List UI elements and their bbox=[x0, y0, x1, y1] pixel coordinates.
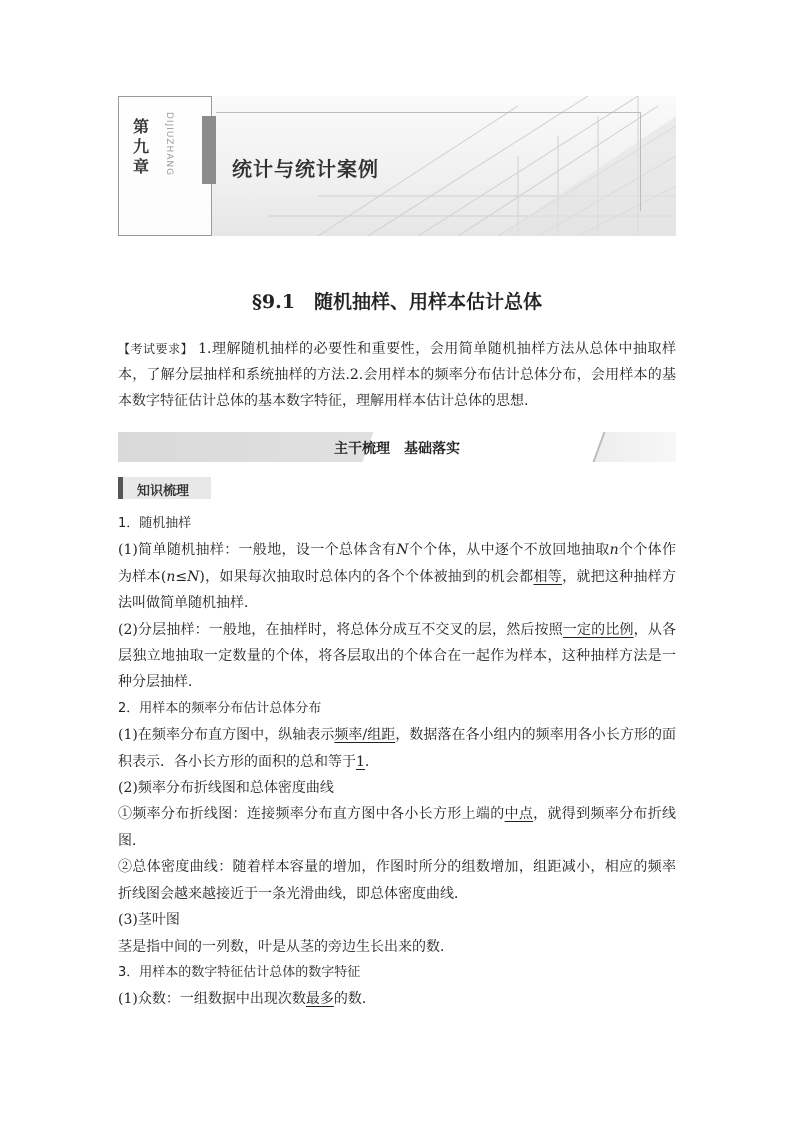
paragraph-mode: (1)众数：一组数据中出现次数最多的数． bbox=[118, 991, 376, 1008]
heading-random-sampling: 1．随机抽样 bbox=[118, 516, 192, 531]
knowledge-content bbox=[118, 511, 676, 1013]
heading-frequency-distribution: 2．用样本的频率分布估计总体分布 bbox=[118, 700, 322, 716]
paragraph-simple-random-sampling: (1)简单随机抽样：一般地，设一个总体含有N个个体，从中逐个不放回地抽取n个个体作为样本(n≤N)，如果每次抽取时总体内的各个个体被抽到的机会都相等，就把这种抽样方法叫做简单随机抽样． bbox=[118, 542, 677, 612]
chapter-banner bbox=[118, 96, 676, 256]
requirement-tag: 【考试要求】 bbox=[118, 342, 194, 356]
section-band bbox=[118, 432, 676, 462]
paragraph-polygon-heading: (2)频率分布折线图和总体密度曲线 bbox=[118, 780, 334, 797]
paragraph-density-curve: ②总体密度曲线：随着样本容量的增加，作图时所分的组数增加，组距减小，相应的频率折线图会越来越接近于一条光滑曲线，即总体密度曲线． bbox=[118, 859, 676, 902]
chapter-title: 统计与统计案例 bbox=[232, 157, 379, 181]
paragraph-histogram: (1)在频率分布直方图中，纵轴表示频率/组距，数据落在各小组内的频率用各小长方形的面积表示．各小长方形的面积的总和等于1. bbox=[118, 727, 676, 770]
paragraph-stem-leaf: 茎是指中间的一列数，叶是从茎的旁边生长出来的数． bbox=[118, 938, 454, 955]
band-title: 主干梳理 基础落实 bbox=[334, 441, 460, 457]
accent-bar bbox=[202, 116, 216, 184]
paragraph-frequency-polygon: ①频率分布折线图：连接频率分布直方图中各小长方形上端的中点，就得到频率分布折线图． bbox=[118, 806, 677, 849]
chapter-box bbox=[118, 96, 212, 236]
paragraph-stem-leaf-heading: (3)茎叶图 bbox=[118, 912, 180, 929]
paragraph-stratified-sampling: (2)分层抽样：一般地，在抽样时，将总体分成互不交叉的层，然后按照一定的比例，从各层独立地抽取一定数量的个体，将各层取出的个体合在一起作为样本，这种抽样方法是一种分层抽样． bbox=[118, 621, 676, 691]
chapter-label: 第九章 bbox=[133, 117, 150, 176]
knowledge-tag bbox=[118, 477, 211, 499]
heading-numerical-features: 3．用样本的数字特征估计总体的数字特征 bbox=[118, 964, 361, 980]
chapter-pinyin: DIJIUZHANG bbox=[164, 112, 174, 177]
requirement-text: 1.理解随机抽样的必要性和重要性，会用简单随机抽样方法从总体中抽取样本，了解分层抽样和系统抽样的方法.2.会用样本的频率分布估计总体分布，会用样本的基本数字特征估计总体的基本数字特征，理解用样本估计总体的思想. bbox=[118, 341, 676, 409]
exam-requirements bbox=[118, 336, 676, 414]
section-title: §9.1 随机抽样、用样本估计总体 bbox=[252, 291, 542, 313]
knowledge-label: 知识梳理 bbox=[137, 484, 190, 499]
